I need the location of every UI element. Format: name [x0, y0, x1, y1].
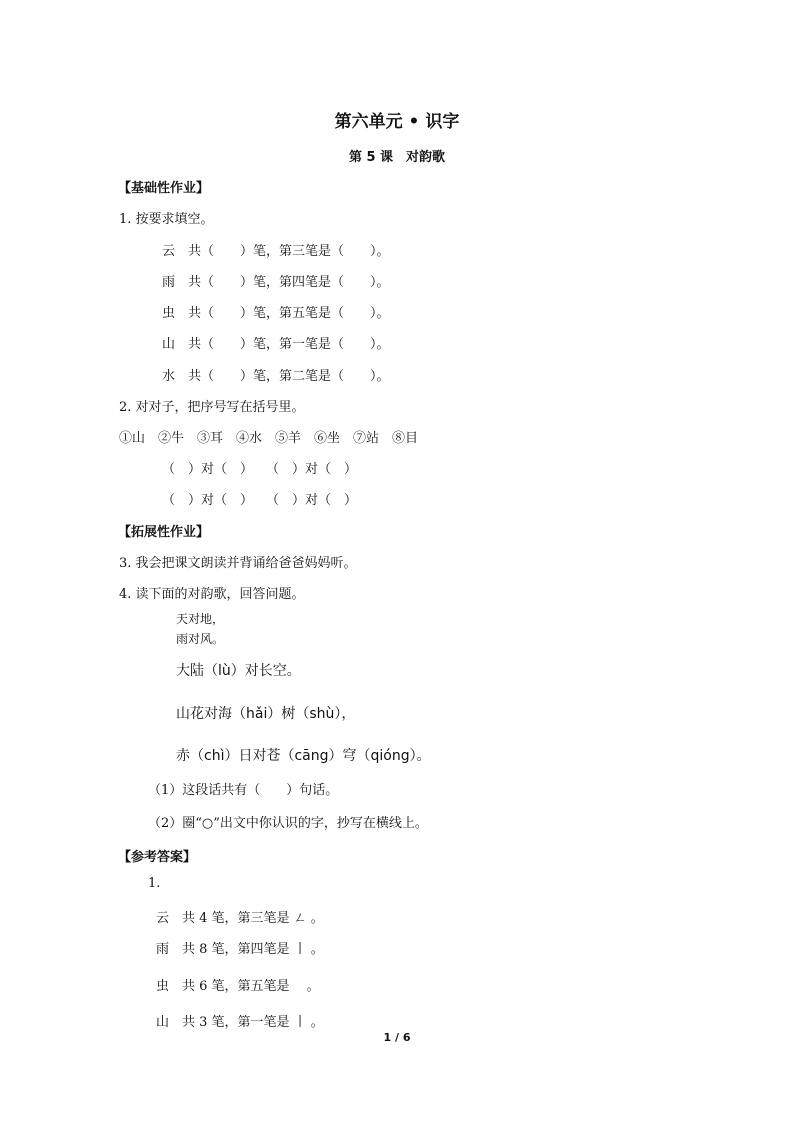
- lesson-subtitle: 第 5 课 对韵歌: [348, 150, 446, 165]
- q1-row: 云 共（ ）笔，第三笔是（ ）。: [162, 244, 390, 259]
- question-2-prompt: 2. 对对子，把序号写在括号里。: [119, 400, 305, 415]
- poem-line: 雨对风。: [176, 632, 225, 646]
- question-3: 3. 我会把课文朗读并背诵给爸爸妈妈听。: [119, 556, 357, 571]
- q1-row: 雨 共（ ）笔，第四笔是（ ）。: [162, 275, 390, 290]
- answer-number: 1.: [148, 876, 161, 891]
- question-4-prompt: 4. 读下面的对韵歌，回答问题。: [119, 587, 305, 602]
- poem-line: 大陆（lù）对长空。: [176, 663, 301, 679]
- answer-row: 虫 共 6 笔，第五笔是 。: [156, 979, 320, 994]
- answer-row: 雨 共 8 笔，第四笔是 丨 。: [156, 942, 324, 957]
- q1-row: 虫 共（ ）笔，第五笔是（ ）。: [162, 306, 390, 321]
- section-heading-basic: 【基础性作业】: [118, 181, 210, 196]
- q1-row: 山 共（ ）笔，第一笔是（ ）。: [162, 337, 390, 352]
- section-heading-answers: 【参考答案】: [118, 850, 197, 865]
- answer-row: 山 共 3 笔，第一笔是 丨 。: [156, 1015, 324, 1030]
- page-title: 第六单元 • 识字: [334, 112, 460, 132]
- poem-line: 赤（chì）日对苍（cāng）穹（qióng）。: [176, 748, 431, 764]
- poem-line: 山花对海（hǎi）树（shù），: [176, 706, 356, 722]
- section-heading-extended: 【拓展性作业】: [118, 525, 210, 540]
- q2-match-row: （ ）对（ ） （ ）对（ ）: [162, 493, 358, 508]
- question-4-sub-1: （1）这段话共有（ ）句话。: [148, 783, 339, 798]
- answer-row: 云 共 4 笔，第三笔是 ㄥ 。: [156, 911, 324, 926]
- q2-options: ①山 ②牛 ③耳 ④水 ⑤羊 ⑥坐 ⑦站 ⑧目: [119, 431, 419, 446]
- q1-row: 水 共（ ）笔，第二笔是（ ）。: [162, 369, 390, 384]
- q2-match-row: （ ）对（ ） （ ）对（ ）: [162, 462, 358, 477]
- question-1-prompt: 1. 按要求填空。: [119, 212, 214, 227]
- poem-line: 天对地，: [176, 612, 225, 626]
- question-4-sub-2: （2）圈“○”出文中你认识的字，抄写在横线上。: [148, 816, 428, 831]
- page-number: 1 / 6: [383, 1031, 411, 1044]
